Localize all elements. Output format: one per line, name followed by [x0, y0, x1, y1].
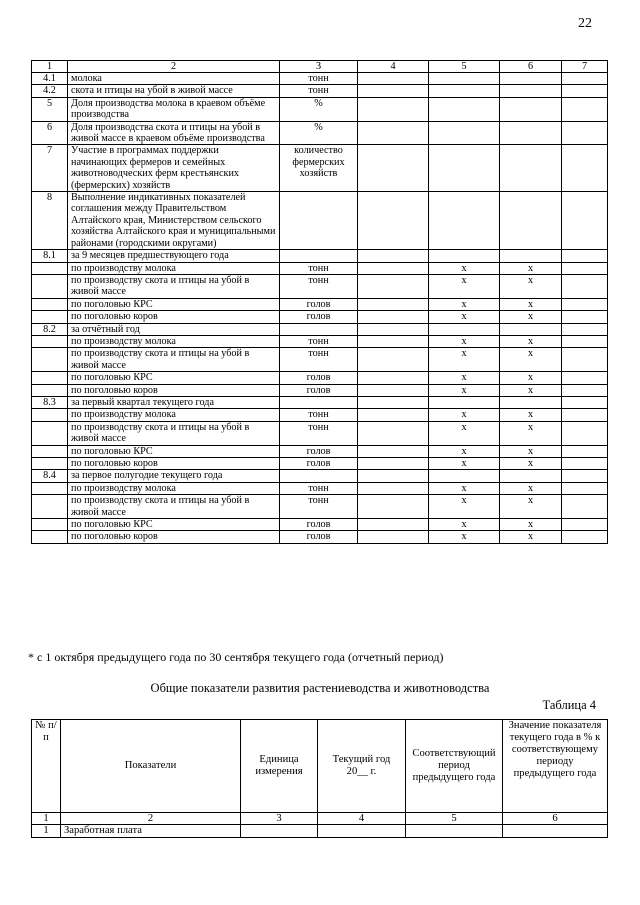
row-num — [32, 335, 68, 347]
row-unit — [280, 250, 358, 262]
col5-cell — [429, 73, 500, 85]
col7-cell — [562, 396, 608, 408]
table-row — [32, 482, 608, 494]
column-number-row — [32, 813, 608, 825]
col5-cell: x — [429, 372, 500, 384]
col5-cell: x — [429, 262, 500, 274]
row-name: молока — [68, 73, 280, 85]
row-unit: голов — [280, 531, 358, 543]
col5-cell: x — [429, 482, 500, 494]
row-name: по поголовью КРС — [68, 372, 280, 384]
col4-cell — [358, 482, 429, 494]
column-number: 2 — [68, 61, 280, 73]
col7-cell — [562, 192, 608, 250]
row-name: Доля производства скота и птицы на убой в живой массе в краевом объёме производства — [68, 121, 280, 145]
col4-cell — [358, 73, 429, 85]
row-num — [32, 482, 68, 494]
row-name: по производству молока — [68, 262, 280, 274]
row-unit: тонн — [280, 274, 358, 298]
col6-cell: x — [500, 495, 562, 519]
col7-cell — [562, 262, 608, 274]
table-row — [32, 262, 608, 274]
row-unit: голов — [280, 298, 358, 310]
row-unit: тонн — [280, 495, 358, 519]
col5-cell — [429, 192, 500, 250]
row-unit: % — [280, 97, 358, 121]
column-number: 6 — [503, 813, 608, 825]
row-unit — [280, 470, 358, 482]
col5-cell — [429, 145, 500, 192]
row-unit: тонн — [280, 348, 358, 372]
col4-cell — [358, 262, 429, 274]
col4-cell — [358, 298, 429, 310]
table-row — [32, 298, 608, 310]
col6-cell — [500, 250, 562, 262]
col6-cell — [500, 470, 562, 482]
column-number: 2 — [61, 813, 241, 825]
page-number: 22 — [578, 16, 592, 31]
col5-cell: x — [429, 298, 500, 310]
row-name: за отчётный год — [68, 323, 280, 335]
header-prev-period: Соответствующий период предыдущего года — [406, 720, 503, 813]
col4-cell — [358, 531, 429, 543]
col7-cell — [562, 335, 608, 347]
row-unit: тонн — [280, 335, 358, 347]
row-num — [32, 495, 68, 519]
row-unit: тонн — [280, 262, 358, 274]
col7-cell — [562, 445, 608, 457]
row-unit: тонн — [280, 421, 358, 445]
table-row — [32, 311, 608, 323]
col5-cell: x — [429, 335, 500, 347]
row-unit: голов — [280, 445, 358, 457]
col7-cell — [562, 250, 608, 262]
row-name: по производству скота и птицы на убой в живой массе — [68, 421, 280, 445]
row-unit: голов — [280, 372, 358, 384]
row-num: 8 — [32, 192, 68, 250]
row-unit: голов — [280, 519, 358, 531]
col5-cell — [429, 250, 500, 262]
col6-cell: x — [500, 372, 562, 384]
col4-cell — [358, 274, 429, 298]
col7-cell — [562, 495, 608, 519]
col7-cell — [562, 73, 608, 85]
row-num — [32, 274, 68, 298]
col6-cell: x — [500, 458, 562, 470]
col4-cell — [358, 495, 429, 519]
row-name: по поголовью КРС — [68, 298, 280, 310]
table-row — [32, 396, 608, 408]
row-unit: тонн — [280, 482, 358, 494]
col4-cell — [358, 409, 429, 421]
row-unit: голов — [280, 458, 358, 470]
column-number: 4 — [318, 813, 406, 825]
col4-cell — [358, 97, 429, 121]
header-num: № п/п — [32, 720, 61, 813]
col5-cell: x — [429, 274, 500, 298]
col6-cell — [500, 192, 562, 250]
col7-cell — [562, 121, 608, 145]
row-name: по производству скота и птицы на убой в живой массе — [68, 348, 280, 372]
col7-cell — [562, 384, 608, 396]
row-name: по поголовью коров — [68, 458, 280, 470]
table-row — [32, 192, 608, 250]
col6-cell: x — [500, 274, 562, 298]
col5-cell: x — [429, 409, 500, 421]
row-num: 8.3 — [32, 396, 68, 408]
col4-cell — [358, 311, 429, 323]
col5-cell: x — [429, 531, 500, 543]
col5-cell — [429, 323, 500, 335]
row-num — [32, 348, 68, 372]
col7-cell — [562, 458, 608, 470]
table-row — [32, 145, 608, 192]
col4-cell — [358, 323, 429, 335]
row-num — [32, 458, 68, 470]
col7-cell — [562, 531, 608, 543]
col6-cell: x — [500, 519, 562, 531]
col4-cell — [358, 372, 429, 384]
col7-cell — [562, 97, 608, 121]
row-pct — [503, 825, 608, 838]
column-number-row — [32, 61, 608, 73]
row-num — [32, 384, 68, 396]
table-row — [32, 97, 608, 121]
col5-cell: x — [429, 348, 500, 372]
row-num: 4.2 — [32, 85, 68, 97]
row-name: Выполнение индикативных показателей соглашения между Правительством Алтайского края, Министерством сельского хозяйства Алтайского края и муниципальными районами (городскими округами) — [68, 192, 280, 250]
row-name: по производству скота и птицы на убой в живой массе — [68, 274, 280, 298]
col5-cell: x — [429, 458, 500, 470]
row-num: 5 — [32, 97, 68, 121]
table-row — [32, 409, 608, 421]
col7-cell — [562, 348, 608, 372]
row-unit — [241, 825, 318, 838]
col6-cell: x — [500, 482, 562, 494]
col7-cell — [562, 519, 608, 531]
col5-cell — [429, 97, 500, 121]
col6-cell: x — [500, 409, 562, 421]
row-name: по поголовью коров — [68, 311, 280, 323]
general-indicators-table — [31, 719, 608, 838]
table-row — [32, 495, 608, 519]
col6-cell — [500, 73, 562, 85]
col4-cell — [358, 85, 429, 97]
table-row — [32, 372, 608, 384]
table-row — [32, 85, 608, 97]
column-number: 7 — [562, 61, 608, 73]
col4-cell — [358, 348, 429, 372]
row-current — [318, 825, 406, 838]
table-row — [32, 323, 608, 335]
row-num: 1 — [32, 825, 61, 838]
col5-cell — [429, 85, 500, 97]
header-unit: Единица измерения — [241, 720, 318, 813]
col6-cell: x — [500, 335, 562, 347]
row-num: 8.1 — [32, 250, 68, 262]
col4-cell — [358, 192, 429, 250]
col7-cell — [562, 372, 608, 384]
column-number: 3 — [280, 61, 358, 73]
col6-cell: x — [500, 445, 562, 457]
row-name: Участие в программах поддержки начинающих фермеров и семейных животноводческих ферм крестьянских (фермерских) хозяйств — [68, 145, 280, 192]
row-name: по поголовью коров — [68, 384, 280, 396]
table-row — [32, 421, 608, 445]
row-name: Доля производства молока в краевом объёме производства — [68, 97, 280, 121]
table-row — [32, 825, 608, 838]
row-num — [32, 519, 68, 531]
table-label: Таблица 4 — [542, 698, 596, 712]
col6-cell — [500, 323, 562, 335]
row-name: скота и птицы на убой в живой массе — [68, 85, 280, 97]
col6-cell: x — [500, 262, 562, 274]
col7-cell — [562, 421, 608, 445]
col6-cell — [500, 121, 562, 145]
col6-cell — [500, 396, 562, 408]
col6-cell: x — [500, 298, 562, 310]
table-row — [32, 470, 608, 482]
row-prev — [406, 825, 503, 838]
row-num — [32, 421, 68, 445]
col4-cell — [358, 458, 429, 470]
indicators-table-continued — [31, 60, 608, 544]
row-num — [32, 531, 68, 543]
row-unit: голов — [280, 384, 358, 396]
col5-cell — [429, 396, 500, 408]
row-num: 8.2 — [32, 323, 68, 335]
col4-cell — [358, 250, 429, 262]
column-number: 1 — [32, 61, 68, 73]
row-unit: тонн — [280, 85, 358, 97]
col7-cell — [562, 409, 608, 421]
col7-cell — [562, 274, 608, 298]
column-number: 5 — [406, 813, 503, 825]
column-number: 6 — [500, 61, 562, 73]
column-number: 1 — [32, 813, 61, 825]
row-num — [32, 311, 68, 323]
row-unit — [280, 323, 358, 335]
row-unit: тонн — [280, 73, 358, 85]
col7-cell — [562, 311, 608, 323]
row-unit: тонн — [280, 409, 358, 421]
table-row — [32, 384, 608, 396]
col7-cell — [562, 85, 608, 97]
row-num: 7 — [32, 145, 68, 192]
row-unit: голов — [280, 311, 358, 323]
col4-cell — [358, 384, 429, 396]
row-name: по производству скота и птицы на убой в живой массе — [68, 495, 280, 519]
row-name: по производству молока — [68, 409, 280, 421]
row-name: за первый квартал текущего года — [68, 396, 280, 408]
row-name: по поголовью КРС — [68, 445, 280, 457]
col4-cell — [358, 145, 429, 192]
table-row — [32, 519, 608, 531]
col5-cell: x — [429, 445, 500, 457]
row-num: 4.1 — [32, 73, 68, 85]
col5-cell: x — [429, 421, 500, 445]
table-row — [32, 531, 608, 543]
row-name: по поголовью коров — [68, 531, 280, 543]
row-num: 6 — [32, 121, 68, 145]
header-current-year: Текущий год 20__ г. — [318, 720, 406, 813]
col6-cell: x — [500, 348, 562, 372]
row-num: 8.4 — [32, 470, 68, 482]
column-number: 5 — [429, 61, 500, 73]
col5-cell: x — [429, 311, 500, 323]
column-number: 3 — [241, 813, 318, 825]
col7-cell — [562, 145, 608, 192]
table-row — [32, 445, 608, 457]
col5-cell: x — [429, 519, 500, 531]
row-unit — [280, 396, 358, 408]
row-num — [32, 262, 68, 274]
row-num — [32, 372, 68, 384]
column-number: 4 — [358, 61, 429, 73]
col6-cell — [500, 85, 562, 97]
header-row — [32, 720, 608, 813]
row-name: Заработная плата — [61, 825, 241, 838]
col4-cell — [358, 445, 429, 457]
table-row — [32, 458, 608, 470]
col7-cell — [562, 482, 608, 494]
row-num — [32, 445, 68, 457]
table-row — [32, 335, 608, 347]
header-percent: Значение показателя текущего года в % к соответствующему периоду предыдущего года — [503, 720, 608, 813]
col5-cell: x — [429, 384, 500, 396]
col4-cell — [358, 421, 429, 445]
col5-cell — [429, 121, 500, 145]
table-row — [32, 250, 608, 262]
col4-cell — [358, 470, 429, 482]
table-row — [32, 274, 608, 298]
row-num — [32, 298, 68, 310]
section-title: Общие показатели развития растениеводства и животноводства — [150, 681, 490, 695]
col4-cell — [358, 335, 429, 347]
col7-cell — [562, 470, 608, 482]
col7-cell — [562, 323, 608, 335]
row-name: за первое полугодие текущего года — [68, 470, 280, 482]
col6-cell: x — [500, 311, 562, 323]
row-name: за 9 месяцев предшествующего года — [68, 250, 280, 262]
col6-cell: x — [500, 384, 562, 396]
row-unit — [280, 192, 358, 250]
row-unit: количество фермерских хозяйств — [280, 145, 358, 192]
row-unit: % — [280, 121, 358, 145]
row-name: по поголовью КРС — [68, 519, 280, 531]
table-row — [32, 121, 608, 145]
col6-cell: x — [500, 531, 562, 543]
row-num — [32, 409, 68, 421]
col7-cell — [562, 298, 608, 310]
header-indicators: Показатели — [61, 720, 241, 813]
col6-cell — [500, 145, 562, 192]
table-row — [32, 348, 608, 372]
col4-cell — [358, 121, 429, 145]
row-name: по производству молока — [68, 482, 280, 494]
col6-cell: x — [500, 421, 562, 445]
col5-cell: x — [429, 495, 500, 519]
row-name: по производству молока — [68, 335, 280, 347]
col4-cell — [358, 519, 429, 531]
table-row — [32, 73, 608, 85]
footnote: * с 1 октября предыдущего года по 30 сентября текущего года (отчетный период) — [28, 650, 444, 664]
col5-cell — [429, 470, 500, 482]
col6-cell — [500, 97, 562, 121]
col4-cell — [358, 396, 429, 408]
